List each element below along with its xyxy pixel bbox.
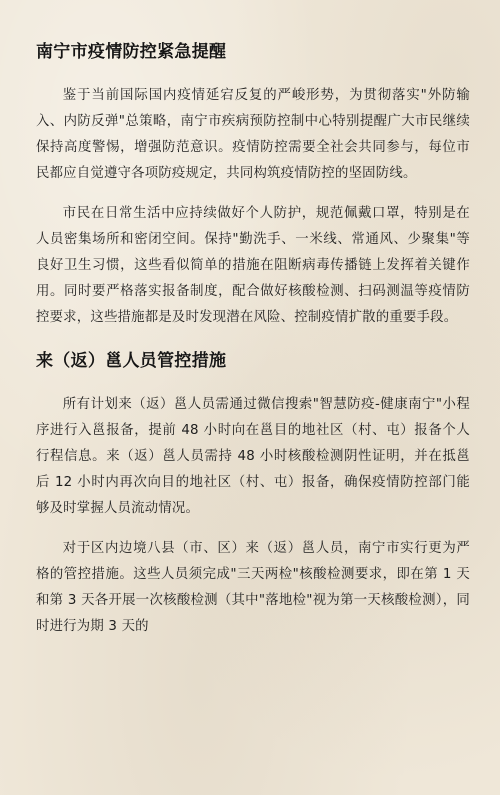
section-title-arrival-control: 来（返）邕人员管控措施 <box>36 351 227 371</box>
paragraph-border-counties: 对于区内边境八县（市、区）来（返）邕人员，南宁市实行更为严格的管控措施。这些人员须完成"三天两检"核酸检测要求，即在第 1 天和第 3 天各开展一次核酸检测（其中"落地检"视为第一天核酸检测），同时进行为期 3 天的 <box>36 541 470 634</box>
paragraph-personal-protection: 市民在日常生活中应持续做好个人防护，规范佩戴口罩，特别是在人员密集场所和密闭空间。保持"勤洗手、一米线、常通风、少聚集"等良好卫生习惯，这些看似简单的措施在阻断病毒传播链上发挥着关键作用。同时要严格落实报备制度，配合做好核酸检测、扫码测温等疫情防控要求，这些措施都是及时发现潜在风险、控制疫情扩散的重要手段。 <box>36 206 470 325</box>
section-title-epidemic-alert: 南宁市疫情防控紧急提醒 <box>36 42 227 62</box>
paragraph-arrival-report: 所有计划来（返）邕人员需通过微信搜索"智慧防疫-健康南宁"小程序进行入邕报备，提前 48 小时向在邕目的地社区（村、屯）报备个人行程信息。来（返）邕人员需持 48 小时核酸检测阴性证明，并在抵邕后 12 小时内再次向目的地社区（村、屯）报备，确保疫情防控部门能够及时掌握人员流动情况。 <box>36 397 470 516</box>
paragraph-situation: 鉴于当前国际国内疫情延宕反复的严峻形势，为贯彻落实"外防输入、内防反弹"总策略，南宁市疾病预防控制中心特别提醒广大市民继续保持高度警惕，增强防范意识。疫情防控需要全社会共同参与，每位市民都应自觉遵守各项防疫规定，共同构筑疫情防控的坚固防线。 <box>36 88 470 181</box>
